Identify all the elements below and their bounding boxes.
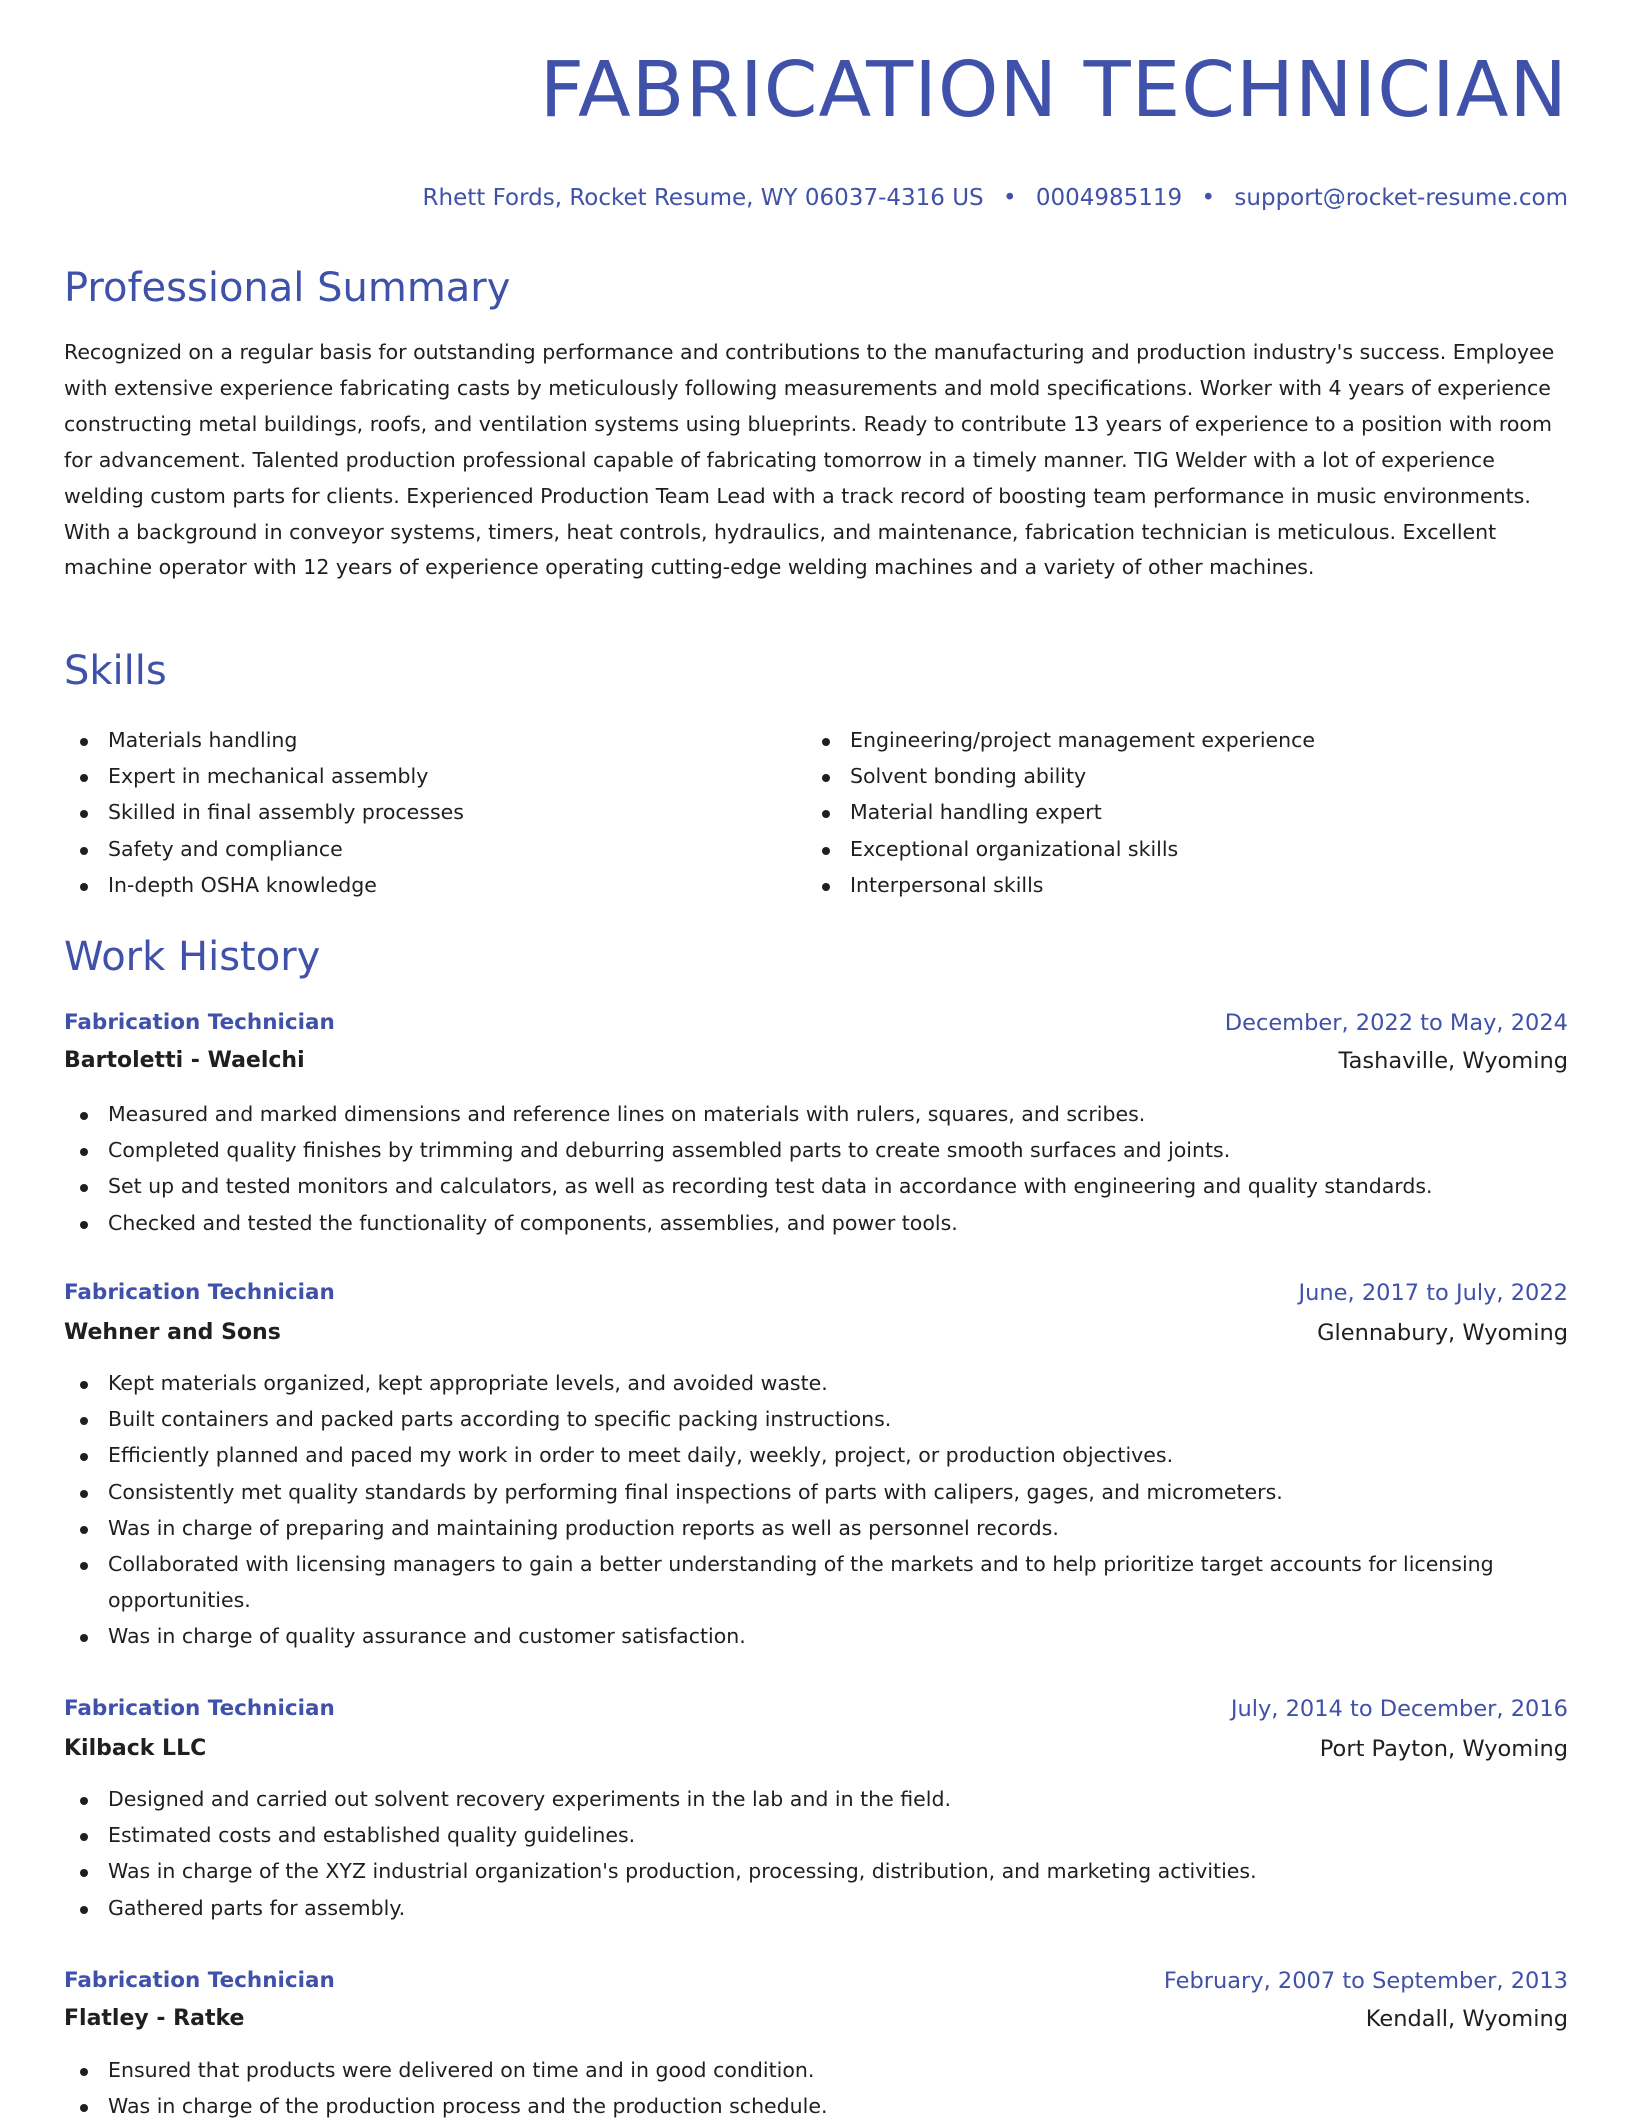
summary-heading: Professional Summary <box>64 265 511 311</box>
job-title: Fabrication Technician <box>64 1280 335 1305</box>
resume-title: FABRICATION TECHNICIAN <box>539 46 1568 135</box>
job-bullet: Was in charge of quality assurance and customer satisfaction. <box>64 1618 1568 1654</box>
skill-item: Engineering/project management experience <box>806 722 1315 758</box>
contact-email[interactable]: support@rocket-resume.com <box>1234 185 1568 211</box>
work-history-heading: Work History <box>64 934 321 980</box>
job-dates: June, 2017 to July, 2022 <box>1298 1280 1568 1306</box>
job-location: Port Payton, Wyoming <box>1319 1736 1568 1762</box>
job-title: Fabrication Technician <box>64 1010 335 1035</box>
skill-item: Interpersonal skills <box>806 867 1315 903</box>
job-bullet: Estimated costs and established quality guidelines. <box>64 1817 1568 1853</box>
job-company: Wehner and Sons <box>64 1320 281 1345</box>
job-bullet: Set up and tested monitors and calculators, as well as recording test data in accordance with engineering and quality standards. <box>64 1168 1568 1204</box>
job-location: Kendall, Wyoming <box>1365 2006 1568 2032</box>
contact-line <box>423 182 1568 214</box>
job-bullet: Completed quality finishes by trimming and deburring assembled parts to create smooth surfaces and joints. <box>64 1132 1568 1168</box>
job-bullet: Was in charge of the production process and the production schedule. <box>64 2088 1568 2124</box>
job-bullets <box>64 1781 1568 1926</box>
job-company: Flatley - Ratke <box>64 2006 245 2031</box>
skill-item: Skilled in final assembly processes <box>64 794 464 830</box>
skills-list-left <box>64 722 464 903</box>
job-bullet: Gathered parts for assembly. <box>64 1890 1568 1926</box>
contact-separator: • <box>1002 185 1017 211</box>
job-location: Tashaville, Wyoming <box>1338 1048 1568 1074</box>
skill-item: Safety and compliance <box>64 831 464 867</box>
job-bullets <box>64 1096 1568 1241</box>
job-bullet: Was in charge of the XYZ industrial organization's production, processing, distribution, and marketing activities. <box>64 1853 1568 1889</box>
job-entry <box>64 1962 1568 2124</box>
job-company: Bartoletti - Waelchi <box>64 1048 305 1073</box>
job-entry <box>64 1004 1568 1241</box>
job-bullet: Was in charge of preparing and maintaining production reports as well as personnel records. <box>64 1510 1568 1546</box>
job-entry <box>64 1274 1568 1655</box>
job-bullet: Checked and tested the functionality of components, assemblies, and power tools. <box>64 1205 1568 1241</box>
job-entry <box>64 1690 1568 1926</box>
skills-list-right <box>806 722 1315 903</box>
contact-separator: • <box>1201 185 1216 211</box>
summary-text: Recognized on a regular basis for outstanding performance and contributions to the manufacturing and production industry's success. Employee with extensive experience fabricating casts by meticulously following measurements and mold specifications. Worker with 4 years of experience constructing metal buildings, roofs, and ventilation systems using blueprints. Ready to contribute 13 years of experience to a position with room for advancement. Talented production professional capable of fabricating tomorrow in a timely manner. TIG Welder with a lot of experience welding custom parts for clients. Experienced Production Team Lead with a track record of boosting team performance in music environments. With a background in conveyor systems, timers, heat controls, hydraulics, and maintenance, fabrication technician is meticulous. Excellent machine operator with 12 years of experience operating cutting-edge welding machines and a variety of other machines. <box>64 340 1555 580</box>
job-bullet: Designed and carried out solvent recovery experiments in the lab and in the field. <box>64 1781 1568 1817</box>
job-bullet: Collaborated with licensing managers to gain a better understanding of the markets and to help prioritize target accounts for licensing opportunities. <box>64 1546 1568 1618</box>
job-bullets <box>64 2052 1568 2124</box>
skill-item: Expert in mechanical assembly <box>64 758 464 794</box>
job-dates: February, 2007 to September, 2013 <box>1163 1968 1568 1994</box>
job-bullet: Measured and marked dimensions and reference lines on materials with rulers, squares, and scribes. <box>64 1096 1568 1132</box>
job-dates: July, 2014 to December, 2016 <box>1230 1696 1568 1722</box>
job-bullet: Efficiently planned and paced my work in order to meet daily, weekly, project, or production objectives. <box>64 1437 1568 1473</box>
job-company: Kilback LLC <box>64 1736 207 1761</box>
skill-item: Materials handling <box>64 722 464 758</box>
job-bullet: Consistently met quality standards by performing final inspections of parts with calipers, gages, and micrometers. <box>64 1474 1568 1510</box>
contact-address: Rhett Fords, Rocket Resume, WY 06037-4316 US <box>422 185 984 211</box>
job-bullet: Kept materials organized, kept appropriate levels, and avoided waste. <box>64 1365 1568 1401</box>
contact-phone: 0004985119 <box>1035 185 1183 211</box>
job-dates: December, 2022 to May, 2024 <box>1224 1010 1568 1036</box>
job-title: Fabrication Technician <box>64 1968 335 1993</box>
skill-item: In-depth OSHA knowledge <box>64 867 464 903</box>
job-bullet: Ensured that products were delivered on time and in good condition. <box>64 2052 1568 2088</box>
skill-item: Material handling expert <box>806 794 1315 830</box>
job-bullet: Built containers and packed parts according to specific packing instructions. <box>64 1401 1568 1437</box>
skill-item: Exceptional organizational skills <box>806 831 1315 867</box>
job-location: Glennabury, Wyoming <box>1317 1320 1568 1346</box>
skills-heading: Skills <box>64 648 167 694</box>
job-title: Fabrication Technician <box>64 1696 335 1721</box>
skill-item: Solvent bonding ability <box>806 758 1315 794</box>
job-bullets <box>64 1365 1568 1655</box>
